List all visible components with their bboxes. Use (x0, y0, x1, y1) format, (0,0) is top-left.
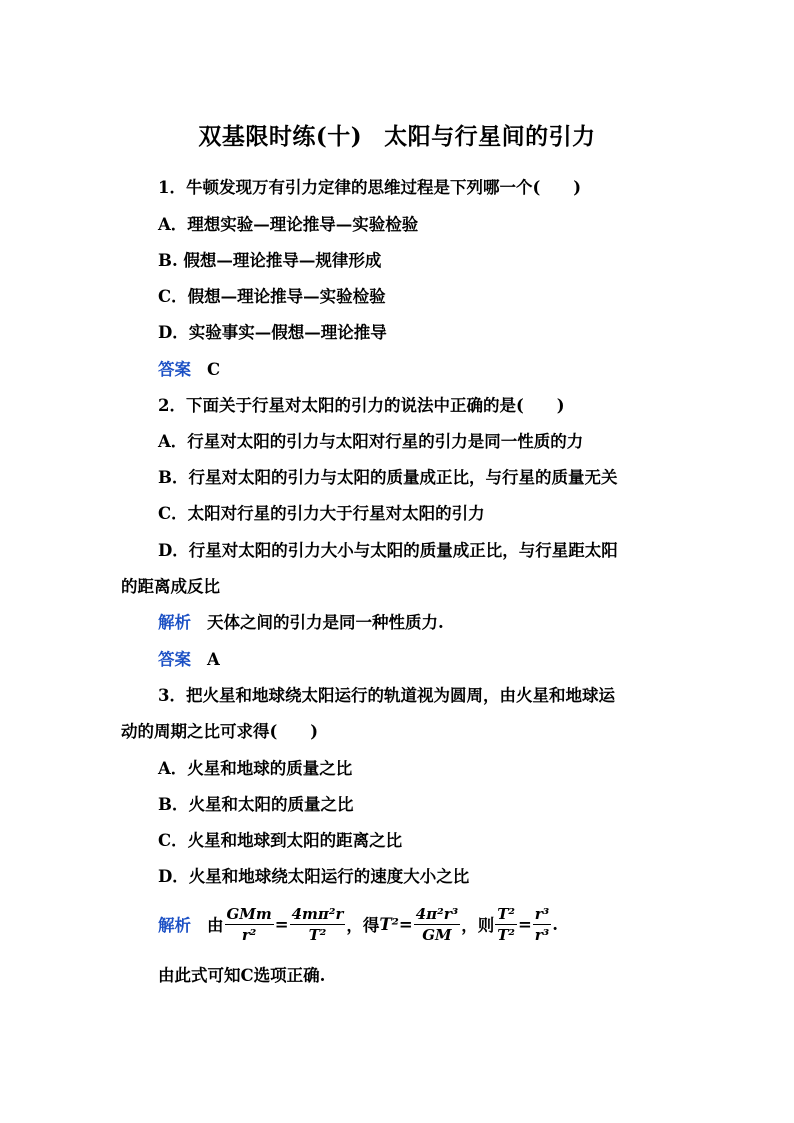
fraction-4mpi2r-over-t2: $\frac{\text{4mπ²r}}{\text{T²}}$ (291, 904, 344, 944)
q1-option-c: C．假想—理论推导—实验检验 (158, 287, 386, 306)
analysis-label: 解析 (158, 613, 191, 632)
q3-analysis-formula: 解析 由 $\frac{\text{GMm}}{\text{r²}}$ = $\frac{\text{4mπ²r}}{\text{T²}}$ ，得 T² = $\frac{\text{4π²r³}}{GM}$ ，则 $\frac{\text{T²}}{\text{T²}}$ = $\frac{\text{r³}}{\text{r³}}$ . (158, 904, 558, 944)
q1-option-b: B. 假想—理论推导—规律形成 (158, 251, 382, 270)
q2-option-a: A．行星对太阳的引力与太阳对行星的引力是同一性质的力 (158, 432, 584, 451)
q2-analysis (158, 609, 444, 633)
fraction-r3-over-r3: $\frac{\text{r³}}{\text{r³}}$ (534, 904, 550, 944)
page-title (0, 118, 794, 151)
q2-option-b: B．行星对太阳的引力与太阳的质量成正比，与行星的质量无关 (158, 468, 618, 487)
q2-option-d: D．行星对太阳的引力大小与太阳的质量成正比，与行星距太阳 (158, 541, 618, 560)
q1-stem: 1．牛顿发现万有引力定律的思维过程是下列哪一个( ) (158, 178, 582, 197)
analysis-label: 解析 (158, 916, 191, 935)
q2-stem: 2．下面关于行星对太阳的引力的说法中正确的是( ) (158, 396, 565, 415)
q3-option-b: B．火星和太阳的质量之比 (158, 795, 354, 814)
q3-option-a: A．火星和地球的质量之比 (158, 759, 353, 778)
q2-answer (158, 646, 220, 670)
title-part1: 双基限时练(十) (198, 123, 363, 150)
q3-option-c: C．火星和地球到太阳的距离之比 (158, 831, 403, 850)
fraction-4pi2r3-over-gm: $\frac{\text{4π²r³}}{GM}$ (415, 904, 459, 944)
q2-option-c: C．太阳对行星的引力大于行星对太阳的引力 (158, 504, 485, 523)
analysis-text: 天体之间的引力是同一种性质力. (207, 613, 444, 632)
fraction-gmm-over-r2: $\frac{\text{GMm}}{\text{r²}}$ (226, 904, 272, 944)
q1-option-d: D．实验事实—假想—理论推导 (158, 323, 387, 342)
answer-label: 答案 (158, 360, 191, 379)
q3-stem: 3．把火星和地球绕太阳运行的轨道视为圆周，由火星和地球运 (158, 686, 615, 705)
answer-label: 答案 (158, 650, 191, 669)
q3-conclusion: 由此式可知C选项正确. (158, 966, 326, 985)
answer-value: A (207, 650, 220, 669)
q3-stem-continued: 动的周期之比可求得( ) (121, 722, 319, 741)
fraction-t2-over-t2: $\frac{\text{T²}}{\text{T²}}$ (497, 904, 515, 944)
q1-option-a: A．理想实验—理论推导—实验检验 (158, 215, 419, 234)
q2-option-d-continued: 的距离成反比 (121, 577, 220, 596)
q1-answer (158, 356, 220, 380)
title-part2: 太阳与行星间的引力 (384, 123, 596, 150)
answer-value: C (207, 360, 221, 379)
q3-option-d: D．火星和地球绕太阳运行的速度大小之比 (158, 867, 470, 886)
formula-you: 由 (207, 916, 224, 935)
